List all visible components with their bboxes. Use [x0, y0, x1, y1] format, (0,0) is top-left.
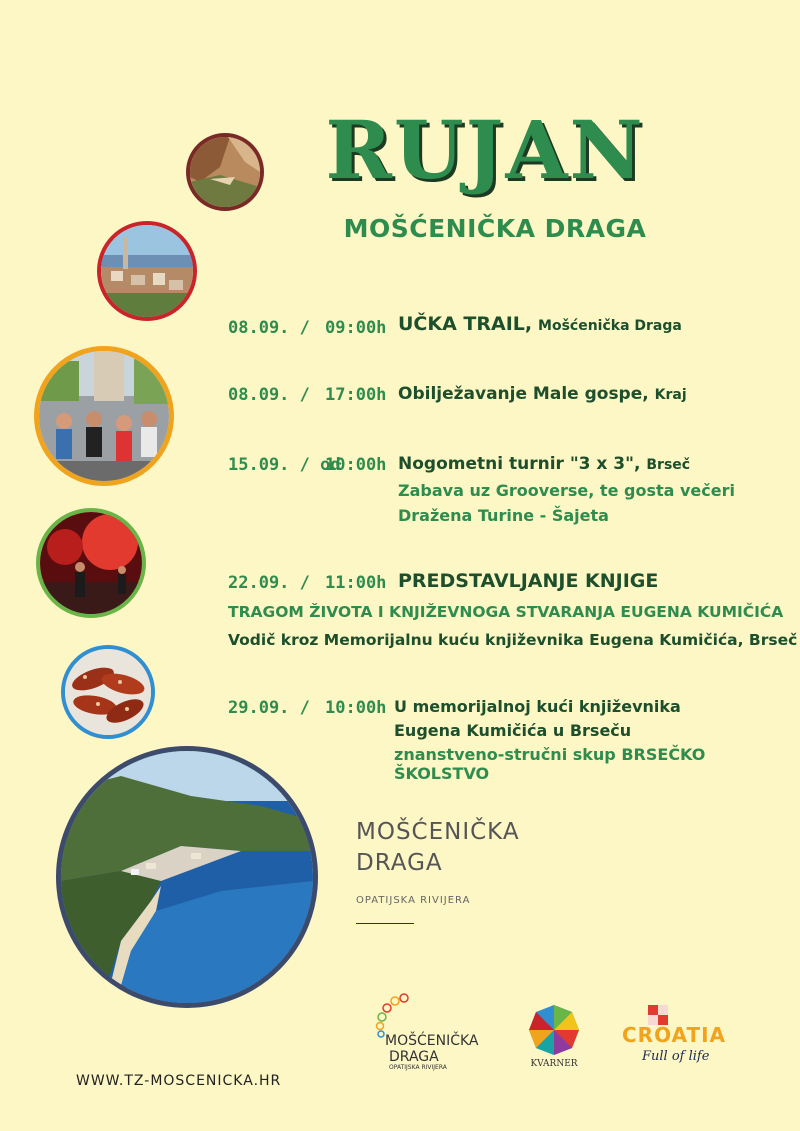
page-title: RUJAN: [325, 103, 645, 197]
photo-football-night: [36, 508, 146, 618]
croatia-checker-icon: [648, 1005, 668, 1025]
photo-sausages: [61, 645, 155, 739]
event-2-title: Obilježavanje Male gospe,: [398, 384, 649, 404]
event-3-title-row: [398, 454, 690, 474]
event-3-time: 10:00h: [325, 455, 387, 475]
logo1-line1: MOŠĆENIČKA: [385, 1033, 479, 1049]
event-3-date: 15.09. / od: [228, 455, 341, 475]
event-5-line3-prefix: znanstveno-stručni skup: [394, 745, 616, 764]
logo1-line2: DRAGA: [389, 1049, 439, 1066]
logo3-tag: Full of life: [642, 1049, 710, 1064]
event-3-title: Nogometni turnir "3 x 3",: [398, 454, 641, 474]
event-3-line2: Zabava uz Grooverse, te gosta večeri: [398, 481, 735, 500]
logo1-sub: OPATIJSKA RIVIJERA: [389, 1064, 447, 1072]
event-5-line3-row: [394, 745, 800, 783]
event-3-place: Brseč: [646, 457, 691, 473]
event-4-line2: TRAGOM ŽIVOTA I KNJIŽEVNOGA STVARANJA EUGENA KUMIČIĆA: [228, 603, 784, 621]
photo-town: [97, 221, 197, 321]
brand-subtitle: OPATIJSKA RIVIJERA: [356, 895, 471, 906]
brand-line2: DRAGA: [356, 850, 443, 877]
page-subtitle: MOŠĆENIČKA DRAGA: [343, 214, 647, 243]
logo2-text: KVARNER: [530, 1059, 578, 1069]
event-2-place: Kraj: [654, 387, 687, 403]
logo3-main: CROATIA: [622, 1023, 727, 1047]
brand-line1: MOŠĆENIČKA: [356, 819, 520, 845]
event-5-line2: Eugena Kumičića u Brseču: [394, 721, 632, 740]
event-1-place: Mošćenička Draga: [538, 318, 682, 334]
website-url[interactable]: WWW.TZ-MOSCENICKA.HR: [76, 1073, 282, 1089]
event-5-time: 10:00h: [325, 698, 387, 718]
event-1-time: 09:00h: [325, 318, 387, 338]
brand-divider: [356, 923, 414, 924]
event-3-line3: Dražena Turine - Šajeta: [398, 506, 609, 525]
event-1-title-row: [398, 313, 682, 335]
event-1-date: 08.09. /: [228, 318, 310, 338]
logo-croatia: [622, 1005, 732, 1075]
kvarner-mosaic-icon: [529, 1005, 579, 1055]
logo-kvarner: [526, 1005, 582, 1075]
photo-trail-runners: [34, 346, 174, 486]
event-5-date: 29.09. /: [228, 698, 310, 718]
event-4-time: 11:00h: [325, 573, 387, 593]
photo-coast-aerial: [56, 746, 318, 1008]
brand-name: [356, 817, 520, 879]
event-2-date: 08.09. /: [228, 385, 310, 405]
logo-moscenicka-draga: [372, 993, 492, 1083]
event-5-line3-bold: BRSEČKO ŠKOLSTVO: [394, 745, 706, 783]
event-4-line3: Vodič kroz Memorijalnu kuću književnika Eugena Kumičića, Brseč: [228, 631, 798, 649]
photo-cliff: [186, 133, 264, 211]
event-2-title-row: [398, 384, 687, 404]
event-4-date: 22.09. /: [228, 573, 310, 593]
event-4-title: PREDSTAVLJANJE KNJIGE: [398, 570, 659, 592]
event-2-time: 17:00h: [325, 385, 387, 405]
event-5-title: U memorijalnoj kući književnika: [394, 697, 681, 716]
event-1-title: UČKA TRAIL,: [398, 313, 533, 335]
